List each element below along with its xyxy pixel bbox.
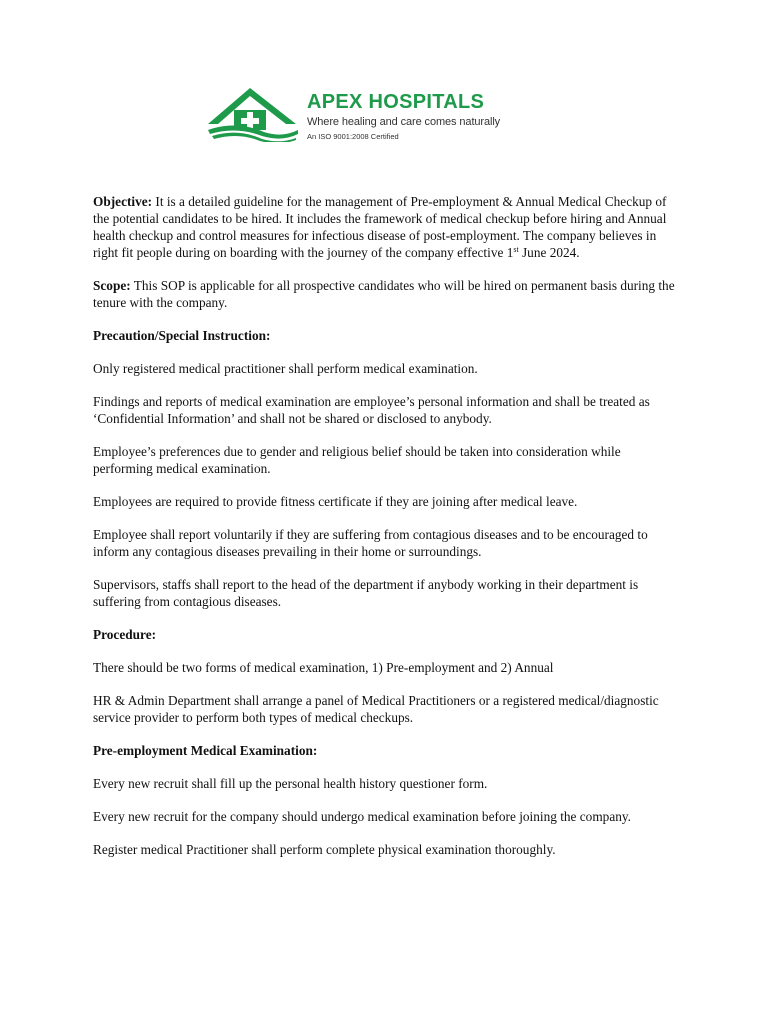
precaution-item: Supervisors, staffs shall report to the head of the department if anybody working in their department is suffering from contagious diseases. — [93, 577, 639, 609]
scope-text: This SOP is applicable for all prospective candidates who will be hired on permanent basis during the tenure with the company. — [93, 278, 675, 310]
brand-tagline: Where healing and care comes naturally — [307, 116, 501, 128]
objective-paragraph — [93, 193, 681, 261]
objective-label: Objective: — [93, 194, 153, 209]
pre-employment-item: Every new recruit shall fill up the personal health history questioner form. — [93, 776, 488, 791]
procedure-item: There should be two forms of medical examination, 1) Pre-employment and 2) Annual — [93, 660, 554, 675]
precaution-heading: Precaution/Special Instruction: — [93, 328, 271, 343]
date-superscript: st — [513, 245, 519, 254]
precaution-item: Only registered medical practitioner shall perform medical examination. — [93, 361, 478, 376]
precaution-item: Employees are required to provide fitness certificate if they are joining after medical leave. — [93, 494, 578, 509]
precaution-item: Findings and reports of medical examination are employee’s personal information and shall be treated as ‘Confidential Information’ and shall not be shared or disclosed to anybody. — [93, 394, 650, 426]
certification-text: An ISO 9001:2008 Certified — [307, 132, 399, 141]
document-body — [93, 193, 681, 858]
brand-name: APEX HOSPITALS — [307, 91, 485, 113]
precaution-item: Employee shall report voluntarily if they are suffering from contagious diseases and to be encouraged to inform any contagious diseases prevailing in their home or surroundings. — [93, 527, 648, 559]
apex-hospitals-logo — [206, 86, 506, 146]
pre-employment-item: Register medical Practitioner shall perform complete physical examination thoroughly. — [93, 842, 556, 857]
pre-employment-item: Every new recruit for the company should undergo medical examination before joining the company. — [93, 809, 631, 824]
objective-date-tail: June 2024. — [518, 245, 580, 260]
hospital-house-cross-icon — [206, 86, 302, 142]
precaution-item: Employee’s preferences due to gender and religious belief should be taken into consideration while performing medical examination. — [93, 444, 621, 476]
scope-label: Scope: — [93, 278, 131, 293]
procedure-heading: Procedure: — [93, 627, 157, 642]
objective-text: It is a detailed guideline for the management of Pre-employment & Annual Medical Checkup of the potential candidates to be hired. It includes the framework of medical checkup before hiring and Annual health checkup and control measures for infectious disease of post-employment. The company believes in right fit people during on boarding with the journey of the company effective 1 — [93, 194, 667, 260]
pre-employment-heading: Pre-employment Medical Examination: — [93, 743, 318, 758]
scope-paragraph — [93, 277, 681, 311]
procedure-item: HR & Admin Department shall arrange a panel of Medical Practitioners or a registered medical/diagnostic service provider to perform both types of medical checkups. — [93, 693, 659, 725]
